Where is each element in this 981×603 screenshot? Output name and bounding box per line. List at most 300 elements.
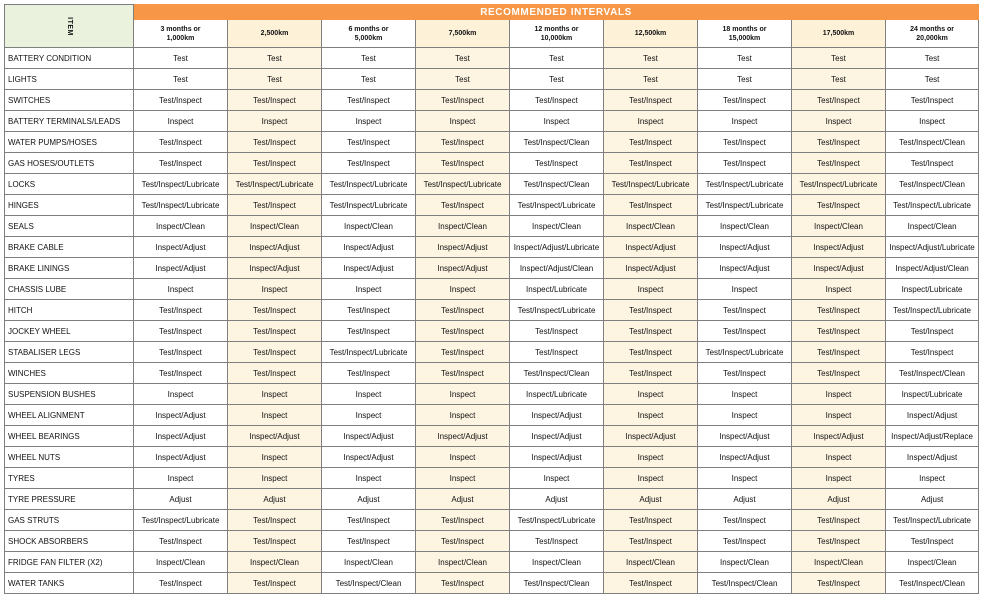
interval-action-cell: Test/Inspect: [604, 195, 698, 216]
interval-action-cell: Test/Inspect: [228, 573, 322, 594]
maintenance-schedule-table: [4, 4, 979, 594]
interval-action-cell: Test: [792, 69, 886, 90]
interval-action-cell: Test/Inspect/Lubricate: [416, 174, 510, 195]
interval-action-cell: Test/Inspect/Lubricate: [698, 195, 792, 216]
interval-header-6: [698, 20, 792, 48]
item-name-cell: WINCHES: [5, 363, 134, 384]
interval-action-cell: Inspect/Adjust: [416, 426, 510, 447]
interval-action-cell: Inspect: [698, 468, 792, 489]
interval-action-cell: Test/Inspect: [228, 510, 322, 531]
table-row: [5, 342, 979, 363]
interval-action-cell: Test/Inspect: [604, 510, 698, 531]
interval-action-cell: Test/Inspect/Clean: [886, 363, 979, 384]
interval-header-line: 18 months or: [722, 25, 767, 33]
interval-action-cell: Inspect: [604, 447, 698, 468]
interval-action-cell: Test/Inspect: [416, 153, 510, 174]
interval-action-cell: Inspect: [698, 279, 792, 300]
interval-action-cell: Inspect: [792, 405, 886, 426]
interval-action-cell: Inspect: [416, 279, 510, 300]
interval-action-cell: Test: [510, 48, 604, 69]
item-name-cell: WATER TANKS: [5, 573, 134, 594]
interval-action-cell: Inspect: [134, 279, 228, 300]
interval-action-cell: Test/Inspect: [416, 573, 510, 594]
interval-action-cell: Test/Inspect: [792, 90, 886, 111]
interval-action-cell: Inspect/Clean: [134, 552, 228, 573]
interval-action-cell: Test: [416, 48, 510, 69]
table-row: [5, 468, 979, 489]
table-row: [5, 405, 979, 426]
interval-action-cell: Test/Inspect/Lubricate: [604, 174, 698, 195]
interval-action-cell: Test/Inspect: [886, 342, 979, 363]
interval-action-cell: Inspect: [134, 468, 228, 489]
item-name-cell: STABALISER LEGS: [5, 342, 134, 363]
interval-action-cell: Test/Inspect: [604, 363, 698, 384]
interval-action-cell: Test: [698, 48, 792, 69]
interval-action-cell: Inspect/Adjust: [698, 258, 792, 279]
item-name-cell: TYRE PRESSURE: [5, 489, 134, 510]
interval-action-cell: Test/Inspect: [134, 363, 228, 384]
interval-action-cell: Test: [886, 69, 979, 90]
interval-action-cell: Inspect: [134, 111, 228, 132]
interval-action-cell: Test/Inspect/Clean: [510, 174, 604, 195]
item-name-cell: SWITCHES: [5, 90, 134, 111]
interval-action-cell: Inspect/Adjust/Clean: [886, 258, 979, 279]
table-row: [5, 426, 979, 447]
interval-action-cell: Inspect/Clean: [792, 552, 886, 573]
interval-action-cell: Test/Inspect: [604, 90, 698, 111]
interval-action-cell: Test/Inspect: [228, 153, 322, 174]
interval-action-cell: Test/Inspect: [322, 510, 416, 531]
interval-action-cell: Test/Inspect/Lubricate: [134, 510, 228, 531]
interval-action-cell: Test/Inspect: [604, 342, 698, 363]
item-name-cell: CHASSIS LUBE: [5, 279, 134, 300]
interval-action-cell: Inspect: [322, 279, 416, 300]
interval-action-cell: Test/Inspect/Clean: [886, 174, 979, 195]
table-row: [5, 279, 979, 300]
interval-action-cell: Test/Inspect: [792, 510, 886, 531]
interval-action-cell: Adjust: [510, 489, 604, 510]
interval-header-line: 20,000km: [916, 34, 948, 42]
interval-header-7: [792, 20, 886, 48]
interval-action-cell: Test/Inspect: [322, 531, 416, 552]
interval-action-cell: Inspect/Lubricate: [886, 384, 979, 405]
interval-action-cell: Inspect/Clean: [322, 216, 416, 237]
interval-action-cell: Inspect: [322, 468, 416, 489]
interval-action-cell: Inspect: [698, 405, 792, 426]
table-row: [5, 132, 979, 153]
interval-action-cell: Test/Inspect/Lubricate: [886, 300, 979, 321]
interval-action-cell: Test/Inspect/Lubricate: [322, 195, 416, 216]
interval-action-cell: Inspect/Adjust: [698, 237, 792, 258]
interval-action-cell: Inspect: [416, 468, 510, 489]
interval-action-cell: Inspect/Clean: [604, 216, 698, 237]
interval-action-cell: Inspect/Adjust: [698, 447, 792, 468]
interval-action-cell: Test/Inspect: [134, 153, 228, 174]
interval-action-cell: Test/Inspect: [134, 90, 228, 111]
interval-action-cell: Test: [322, 69, 416, 90]
interval-action-cell: Inspect/Adjust: [416, 258, 510, 279]
interval-action-cell: Test: [322, 48, 416, 69]
interval-action-cell: Test/Inspect: [322, 300, 416, 321]
interval-action-cell: Inspect: [886, 468, 979, 489]
interval-action-cell: Test/Inspect/Lubricate: [510, 195, 604, 216]
interval-action-cell: Test/Inspect: [228, 321, 322, 342]
interval-action-cell: Test/Inspect: [228, 531, 322, 552]
interval-action-cell: Inspect/Adjust/Lubricate: [886, 237, 979, 258]
interval-action-cell: Test/Inspect: [886, 321, 979, 342]
interval-action-cell: Inspect/Adjust: [510, 405, 604, 426]
interval-action-cell: Test/Inspect/Lubricate: [698, 174, 792, 195]
interval-action-cell: Inspect: [228, 279, 322, 300]
interval-action-cell: Inspect: [792, 447, 886, 468]
item-name-cell: BATTERY CONDITION: [5, 48, 134, 69]
interval-action-cell: Test/Inspect: [228, 195, 322, 216]
interval-action-cell: Test: [604, 48, 698, 69]
interval-action-cell: Test/Inspect: [228, 363, 322, 384]
interval-action-cell: Inspect/Adjust: [792, 237, 886, 258]
table-row: [5, 90, 979, 111]
interval-header-4: [510, 20, 604, 48]
interval-action-cell: Inspect/Adjust: [322, 237, 416, 258]
interval-action-cell: Adjust: [886, 489, 979, 510]
interval-action-cell: Inspect/Clean: [792, 216, 886, 237]
interval-action-cell: Inspect: [322, 384, 416, 405]
interval-action-cell: Inspect/Clean: [322, 552, 416, 573]
interval-action-cell: Inspect: [698, 111, 792, 132]
interval-action-cell: Test/Inspect/Clean: [698, 573, 792, 594]
interval-header-8: [886, 20, 979, 48]
interval-action-cell: Test/Inspect: [792, 573, 886, 594]
interval-action-cell: Inspect: [134, 384, 228, 405]
interval-action-cell: Inspect/Adjust: [886, 447, 979, 468]
interval-action-cell: Inspect/Clean: [886, 216, 979, 237]
interval-action-cell: Inspect/Lubricate: [886, 279, 979, 300]
interval-action-cell: Inspect: [228, 447, 322, 468]
item-name-cell: BRAKE CABLE: [5, 237, 134, 258]
interval-action-cell: Inspect: [792, 279, 886, 300]
interval-header-line: 10,000km: [540, 34, 573, 42]
interval-action-cell: Inspect/Clean: [510, 216, 604, 237]
interval-action-cell: Test/Inspect: [510, 153, 604, 174]
interval-action-cell: Test/Inspect: [792, 321, 886, 342]
interval-action-cell: Inspect/Adjust: [322, 258, 416, 279]
interval-action-cell: Test/Inspect/Lubricate: [322, 342, 416, 363]
interval-action-cell: Test/Inspect: [604, 531, 698, 552]
item-name-cell: FRIDGE FAN FILTER (X2): [5, 552, 134, 573]
interval-action-cell: Inspect/Adjust: [228, 426, 322, 447]
interval-header-0: [134, 20, 228, 48]
interval-header-line: 3 months or: [160, 25, 201, 33]
interval-action-cell: Test/Inspect: [698, 321, 792, 342]
interval-action-cell: Test/Inspect/Lubricate: [510, 300, 604, 321]
interval-action-cell: Inspect/Adjust: [886, 405, 979, 426]
item-column-header: [5, 5, 134, 48]
interval-action-cell: Test: [228, 48, 322, 69]
interval-action-cell: Inspect/Adjust: [792, 258, 886, 279]
interval-header-line: 24 months or: [910, 25, 955, 33]
item-name-cell: HINGES: [5, 195, 134, 216]
interval-action-cell: Inspect: [322, 405, 416, 426]
schedule-body: [5, 48, 979, 594]
interval-action-cell: Inspect/Adjust/Clean: [510, 258, 604, 279]
interval-header-line: 15,000km: [728, 34, 761, 42]
interval-action-cell: Test: [416, 69, 510, 90]
interval-action-cell: Test: [604, 69, 698, 90]
interval-action-cell: Inspect/Adjust: [604, 258, 698, 279]
interval-action-cell: Test/Inspect: [792, 531, 886, 552]
interval-action-cell: Inspect: [228, 468, 322, 489]
interval-header-line: 17,500km: [822, 30, 855, 37]
interval-action-cell: Inspect/Clean: [134, 216, 228, 237]
interval-action-cell: Adjust: [322, 489, 416, 510]
interval-action-cell: Inspect: [416, 111, 510, 132]
interval-action-cell: Test/Inspect: [698, 531, 792, 552]
interval-action-cell: Test/Inspect: [792, 300, 886, 321]
interval-action-cell: Test/Inspect: [510, 90, 604, 111]
interval-action-cell: Test/Inspect: [510, 321, 604, 342]
interval-action-cell: Test/Inspect: [416, 510, 510, 531]
table-row: [5, 153, 979, 174]
interval-action-cell: Inspect/Adjust: [134, 447, 228, 468]
interval-action-cell: Test/Inspect: [322, 153, 416, 174]
interval-action-cell: Test/Inspect: [698, 300, 792, 321]
table-row: [5, 384, 979, 405]
interval-action-cell: Inspect: [792, 384, 886, 405]
interval-action-cell: Test/Inspect/Clean: [510, 573, 604, 594]
interval-action-cell: Test/Inspect: [134, 300, 228, 321]
interval-action-cell: Test/Inspect: [416, 321, 510, 342]
interval-action-cell: Test/Inspect: [792, 363, 886, 384]
item-name-cell: GAS HOSES/OUTLETS: [5, 153, 134, 174]
interval-action-cell: Test/Inspect/Lubricate: [792, 174, 886, 195]
item-name-cell: SUSPENSION BUSHES: [5, 384, 134, 405]
interval-action-cell: Test/Inspect: [416, 300, 510, 321]
interval-action-cell: Test/Inspect: [322, 321, 416, 342]
interval-action-cell: Test/Inspect: [416, 90, 510, 111]
interval-action-cell: Inspect/Adjust: [792, 426, 886, 447]
item-name-cell: BATTERY TERMINALS/LEADS: [5, 111, 134, 132]
interval-action-cell: Inspect/Adjust: [228, 237, 322, 258]
item-header-label: ITEM: [65, 17, 73, 36]
interval-action-cell: Test/Inspect/Clean: [510, 363, 604, 384]
interval-action-cell: Inspect: [416, 384, 510, 405]
item-name-cell: JOCKEY WHEEL: [5, 321, 134, 342]
interval-action-cell: Test/Inspect: [416, 132, 510, 153]
item-name-cell: HITCH: [5, 300, 134, 321]
interval-action-cell: Test/Inspect/Clean: [886, 573, 979, 594]
interval-action-cell: Test/Inspect: [698, 153, 792, 174]
interval-action-cell: Test/Inspect: [792, 132, 886, 153]
item-name-cell: TYRES: [5, 468, 134, 489]
interval-action-cell: Test/Inspect: [416, 195, 510, 216]
recommended-intervals-title: RECOMMENDED INTERVALS: [134, 5, 979, 20]
interval-action-cell: Test/Inspect: [604, 300, 698, 321]
item-name-cell: GAS STRUTS: [5, 510, 134, 531]
interval-action-cell: Test/Inspect: [792, 153, 886, 174]
interval-header-1: [228, 20, 322, 48]
table-row: [5, 216, 979, 237]
interval-header-5: [604, 20, 698, 48]
interval-action-cell: Inspect: [510, 468, 604, 489]
interval-action-cell: Adjust: [416, 489, 510, 510]
interval-action-cell: Inspect/Adjust: [228, 258, 322, 279]
table-row: [5, 531, 979, 552]
interval-action-cell: Test: [792, 48, 886, 69]
interval-action-cell: Test/Inspect: [416, 342, 510, 363]
interval-action-cell: Test/Inspect: [134, 342, 228, 363]
interval-action-cell: Inspect/Adjust: [134, 258, 228, 279]
interval-action-cell: Inspect/Adjust: [134, 405, 228, 426]
interval-action-cell: Test: [134, 48, 228, 69]
interval-action-cell: Inspect/Adjust: [322, 447, 416, 468]
interval-header-row: [5, 20, 979, 48]
interval-action-cell: Test/Inspect/Lubricate: [228, 174, 322, 195]
interval-action-cell: Adjust: [698, 489, 792, 510]
interval-action-cell: Inspect/Adjust/Replace: [886, 426, 979, 447]
interval-action-cell: Inspect: [228, 405, 322, 426]
interval-action-cell: Test/Inspect/Lubricate: [134, 195, 228, 216]
table-row: [5, 111, 979, 132]
interval-action-cell: Test/Inspect: [416, 531, 510, 552]
interval-action-cell: Inspect/Adjust: [134, 237, 228, 258]
interval-header-3: [416, 20, 510, 48]
interval-header-line: 2,500km: [260, 30, 289, 37]
table-row: [5, 489, 979, 510]
interval-action-cell: Test/Inspect/Lubricate: [698, 342, 792, 363]
item-name-cell: SEALS: [5, 216, 134, 237]
interval-action-cell: Test/Inspect: [792, 195, 886, 216]
interval-action-cell: Inspect: [604, 111, 698, 132]
interval-action-cell: Inspect/Adjust: [322, 426, 416, 447]
interval-action-cell: Test/Inspect: [604, 132, 698, 153]
interval-action-cell: Test/Inspect: [228, 132, 322, 153]
interval-action-cell: Test/Inspect: [228, 90, 322, 111]
interval-action-cell: Test/Inspect/Clean: [510, 132, 604, 153]
interval-action-cell: Inspect/Adjust: [510, 447, 604, 468]
interval-header-line: 7,500km: [448, 30, 477, 37]
interval-action-cell: Adjust: [228, 489, 322, 510]
interval-action-cell: Inspect/Clean: [698, 552, 792, 573]
interval-header-line: 5,000km: [354, 34, 383, 42]
table-row: [5, 321, 979, 342]
interval-action-cell: Test: [510, 69, 604, 90]
interval-header-line: 12 months or: [534, 25, 579, 33]
item-name-cell: WATER PUMPS/HOSES: [5, 132, 134, 153]
interval-action-cell: Adjust: [134, 489, 228, 510]
interval-action-cell: Inspect/Clean: [886, 552, 979, 573]
interval-action-cell: Inspect/Adjust: [416, 237, 510, 258]
item-name-cell: WHEEL NUTS: [5, 447, 134, 468]
interval-action-cell: Test/Inspect/Lubricate: [134, 174, 228, 195]
interval-action-cell: Inspect: [228, 111, 322, 132]
interval-action-cell: Adjust: [792, 489, 886, 510]
interval-action-cell: Test/Inspect: [228, 300, 322, 321]
interval-action-cell: Adjust: [604, 489, 698, 510]
interval-action-cell: Inspect/Clean: [510, 552, 604, 573]
interval-action-cell: Test: [698, 69, 792, 90]
interval-header-line: 6 months or: [348, 25, 389, 33]
interval-action-cell: Inspect: [886, 111, 979, 132]
item-name-cell: SHOCK ABSORBERS: [5, 531, 134, 552]
interval-action-cell: Test/Inspect/Lubricate: [510, 510, 604, 531]
interval-header-line: 1,000km: [166, 34, 195, 42]
interval-action-cell: Test/Inspect: [698, 510, 792, 531]
interval-action-cell: Test/Inspect: [510, 342, 604, 363]
interval-action-cell: Inspect: [698, 384, 792, 405]
interval-action-cell: Inspect/Adjust: [134, 426, 228, 447]
item-name-cell: LOCKS: [5, 174, 134, 195]
interval-action-cell: Test/Inspect: [134, 132, 228, 153]
interval-header-line: 12,500km: [634, 30, 667, 37]
interval-action-cell: Test/Inspect: [322, 363, 416, 384]
interval-action-cell: Test/Inspect: [886, 153, 979, 174]
interval-action-cell: Inspect/Adjust: [604, 237, 698, 258]
interval-action-cell: Test/Inspect: [792, 342, 886, 363]
table-row: [5, 447, 979, 468]
table-row: [5, 552, 979, 573]
interval-action-cell: Inspect: [228, 384, 322, 405]
interval-action-cell: Inspect/Adjust: [698, 426, 792, 447]
table-row: [5, 258, 979, 279]
interval-action-cell: Test/Inspect: [604, 321, 698, 342]
interval-action-cell: Test/Inspect: [698, 363, 792, 384]
table-row: [5, 195, 979, 216]
interval-action-cell: Test/Inspect: [698, 132, 792, 153]
interval-action-cell: Test/Inspect: [510, 531, 604, 552]
interval-action-cell: Inspect/Clean: [698, 216, 792, 237]
item-name-cell: WHEEL ALIGNMENT: [5, 405, 134, 426]
interval-action-cell: Inspect: [322, 111, 416, 132]
interval-action-cell: Test/Inspect: [886, 531, 979, 552]
table-row: [5, 174, 979, 195]
interval-action-cell: Inspect/Adjust/Lubricate: [510, 237, 604, 258]
interval-action-cell: Inspect: [792, 468, 886, 489]
interval-action-cell: Test/Inspect: [228, 342, 322, 363]
table-row: [5, 300, 979, 321]
interval-action-cell: Inspect: [416, 447, 510, 468]
item-name-cell: WHEEL BEARINGS: [5, 426, 134, 447]
interval-action-cell: Inspect/Clean: [604, 552, 698, 573]
interval-action-cell: Test/Inspect: [604, 153, 698, 174]
table-row: [5, 510, 979, 531]
interval-action-cell: Inspect/Clean: [228, 552, 322, 573]
interval-action-cell: Test/Inspect: [322, 90, 416, 111]
interval-action-cell: Test/Inspect: [134, 573, 228, 594]
interval-action-cell: Inspect: [604, 468, 698, 489]
interval-action-cell: Inspect: [510, 111, 604, 132]
table-row: [5, 363, 979, 384]
interval-action-cell: Test/Inspect: [416, 363, 510, 384]
interval-action-cell: Test/Inspect: [604, 573, 698, 594]
table-row: [5, 48, 979, 69]
interval-action-cell: Test/Inspect: [134, 321, 228, 342]
interval-action-cell: Test/Inspect: [698, 90, 792, 111]
interval-action-cell: Inspect: [604, 405, 698, 426]
interval-header-2: [322, 20, 416, 48]
interval-action-cell: Test/Inspect/Lubricate: [322, 174, 416, 195]
item-name-cell: BRAKE LININGS: [5, 258, 134, 279]
interval-action-cell: Test/Inspect/Clean: [322, 573, 416, 594]
interval-action-cell: Inspect: [604, 279, 698, 300]
table-row: [5, 237, 979, 258]
interval-action-cell: Inspect/Adjust: [604, 426, 698, 447]
interval-action-cell: Inspect/Lubricate: [510, 279, 604, 300]
interval-action-cell: Inspect/Adjust: [510, 426, 604, 447]
table-row: [5, 69, 979, 90]
interval-action-cell: Test/Inspect/Lubricate: [886, 195, 979, 216]
interval-action-cell: Test/Inspect: [322, 132, 416, 153]
interval-action-cell: Test: [134, 69, 228, 90]
